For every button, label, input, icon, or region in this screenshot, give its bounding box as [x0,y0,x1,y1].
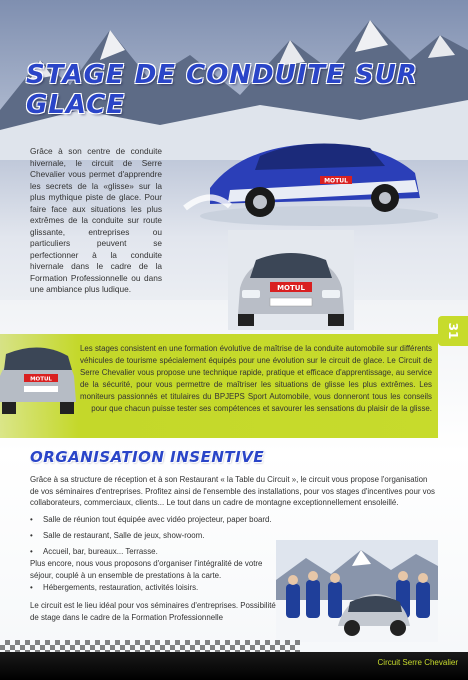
band-paragraph: Les stages consistent en une formation évolutive de maîtrise de la conduite automobile sur différents véhicules de tourisme spécialement équipés pour une évolution sur le circuit de glace. Le Circuit de Serre Chevalier vous propose une technique rapide, pratique et efficace d'apprentissage, au service de la sécurité, pour vous permettre de maîtriser les situations de glisse les plus extrêmes. Les moniteurs passionnés et titulaires du BPJEPS Sport Automobile, vous donneront tous les conseils pour que chacun puisse tester ses compétences et savourer les sensations du plaisir de la glisse. [80,344,432,413]
intro-paragraph: Grâce à son centre de conduite hivernale, le circuit de Serre Chevalier vous permet d'apprendre les secrets de la «glisse» sur la plus mythique piste de glace. Pour faire face aux situations les plus extrêmes de la conduite sur route glissante, entreprises ou particuliers peuvent se perfectionner à la conduite hivernale dans le cadre de la Formation Professionnelle ou dans une ambiance plus ludique. [30,146,162,294]
closing-paragraph: Le circuit est le lieu idéal pour vos séminaires d'entreprises. Possibilité de stage dans le cadre de la Formation Professionnelle [30,601,276,622]
list-item: • Salle de restaurant, Salle de jeux, show-room. [30,528,290,544]
sponsor-logo: MOTUL [277,284,305,292]
list-item: • Accueil, bar, bureaux... Terrasse. [30,544,290,560]
team-photo [276,540,438,642]
silver-car-photo [228,230,354,330]
list-item: • Hébergements, restauration, activités loisirs. [30,580,290,596]
amenities-list [30,512,290,560]
section-title: ORGANISATION INSENTIVE [30,448,265,466]
sponsor-logo: MOTUL [30,376,52,383]
page-title: STAGE DE CONDUITE SUR GLACE [26,60,418,120]
footer-label: Circuit Serre Chevalier [377,658,458,667]
services-list [30,580,290,596]
plus-paragraph: Plus encore, nous vous proposons d'organiser l'intégralité de votre séjour, couplé à un ensemble de prestations à la carte. [30,559,263,580]
rally-car-photo [170,118,438,230]
page-number: 31 [446,322,460,340]
front-car-photo [0,336,78,416]
organisation-paragraph: Grâce à sa structure de réception et à son Restaurant « la Table du Circuit », le circuit vous propose l'organisation de vos séminaires d'entreprises. Profitez ainsi de l'ensemble des installations, pour vos stages d'incentives pour vos collaborateurs, commerciaux, clients... Le tout dans un cadre de montagne exceptionnellement ensoleillé. [30,475,435,507]
list-item: • Salle de réunion tout équipée avec vidéo projecteur, paper board. [30,512,290,528]
sponsor-logo: MOTUL [324,177,348,185]
